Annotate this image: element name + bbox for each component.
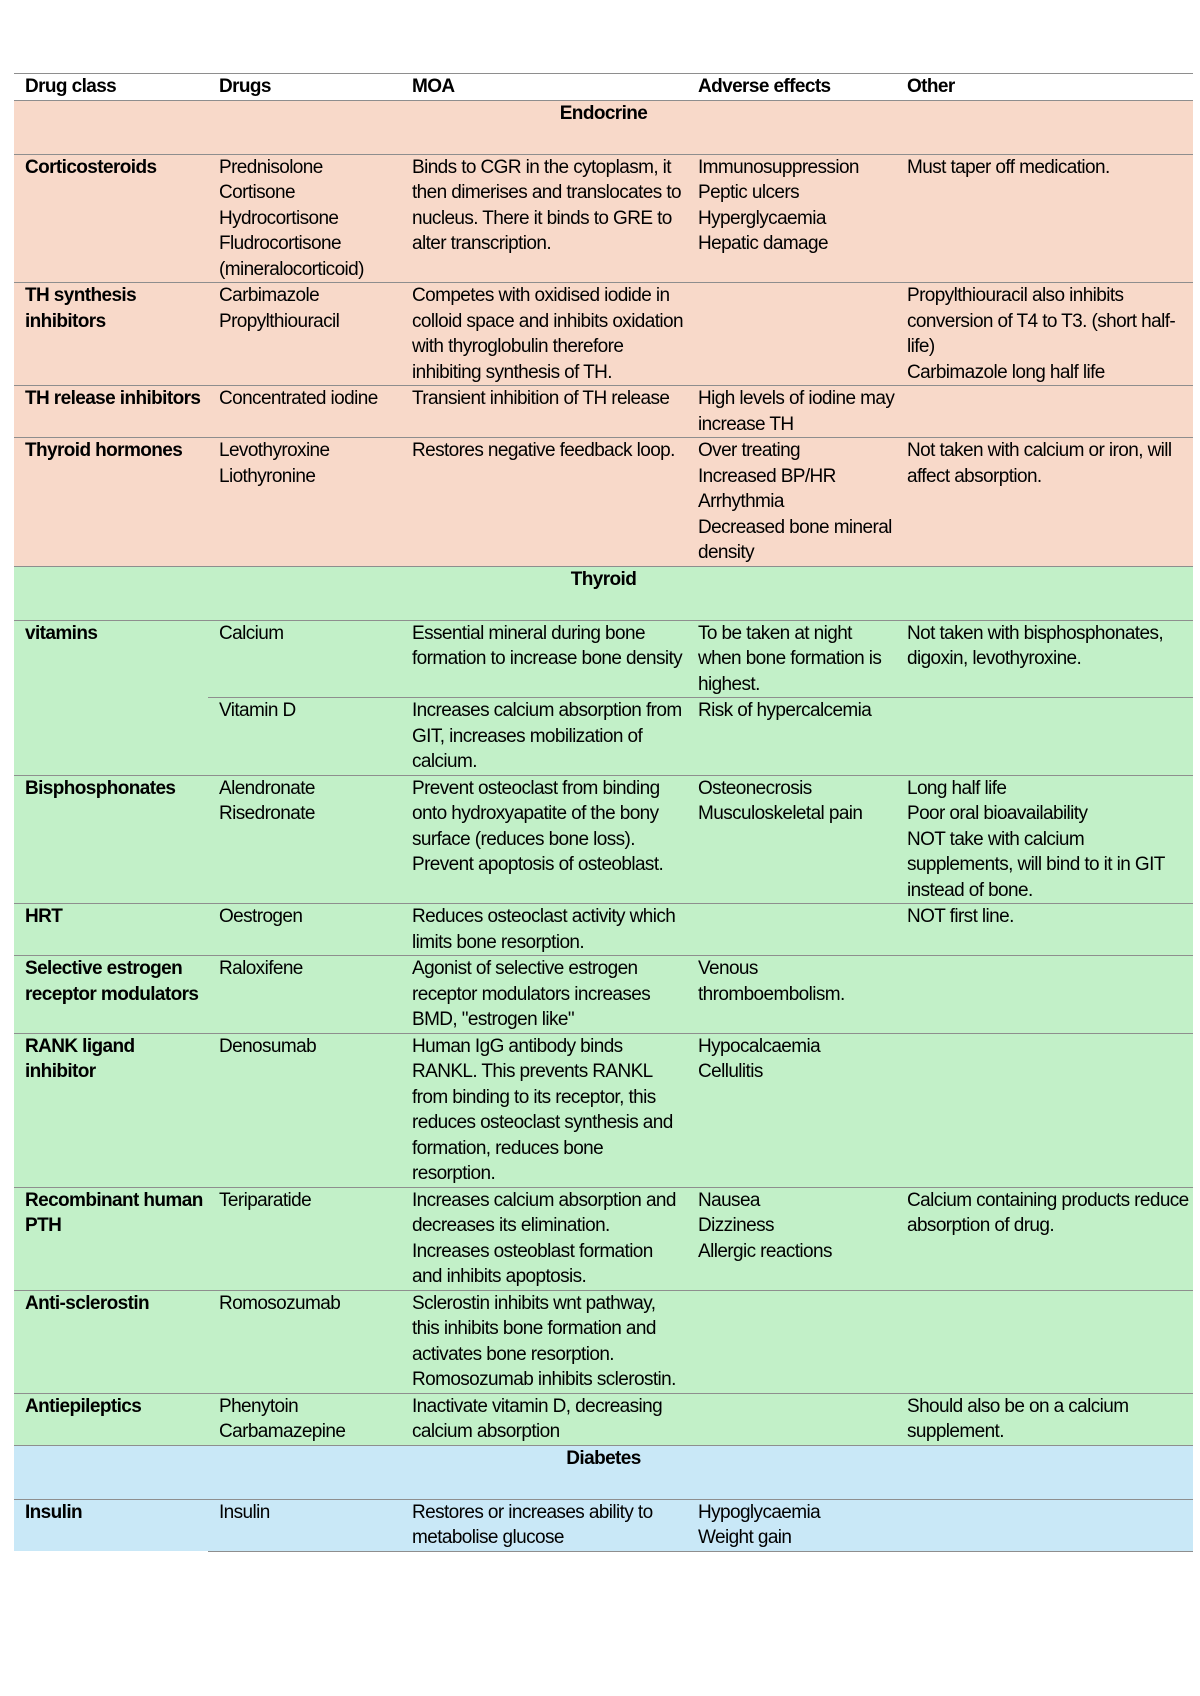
drugs-cell (208, 283, 401, 386)
cell-line: Hydrocortisone (219, 207, 339, 229)
cell-line: Fludrocortisone (mineralocorticoid) (219, 233, 364, 280)
cell-line: Oestrogen (219, 906, 303, 927)
other-cell (896, 775, 1193, 904)
moa-cell (401, 386, 687, 438)
cell-line: Hepatic damage (698, 233, 828, 254)
cell-line: Over treating (698, 440, 801, 461)
drugs-cell (208, 698, 401, 776)
cell-line: Restores or increases ability to metabolise glucose (412, 1501, 653, 1548)
drugs-cell (208, 904, 401, 956)
cell-line: Romosozumab (219, 1292, 341, 1314)
cell-line: Reduces osteoclast activity which limits bone resorption. (412, 906, 676, 953)
other-cell (896, 956, 1193, 1034)
cell-line: Teriparatide (219, 1189, 312, 1211)
moa-cell (401, 1499, 687, 1551)
cell-line: Not taken with bisphosphonates, digoxin, levothyroxine. (907, 622, 1164, 669)
cell-line: Cortisone (219, 182, 295, 203)
cell-line: Romosozumab inhibits sclerostin. (412, 1369, 676, 1390)
cell-line: Decreased bone mineral density (698, 516, 892, 563)
drug-class-cell: Bisphosphonates (14, 775, 208, 904)
moa-cell (401, 775, 687, 904)
drug-table (14, 73, 1193, 1552)
cell-line: Essential mineral during bone formation to increase bone density (412, 622, 683, 669)
adverse-effects-cell (687, 154, 896, 283)
cell-line: NOT take with calcium supplements, will bind to it in GIT instead of bone. (907, 828, 1165, 901)
other-cell (896, 154, 1193, 283)
table-row (14, 438, 1193, 567)
drug-class-cell: RANK ligand inhibitor (14, 1033, 208, 1187)
cell-line: Increased BP/HR (698, 465, 836, 487)
cell-line: Must taper off medication. (907, 156, 1110, 178)
moa-cell (401, 154, 687, 283)
cell-line: Hypoglycaemia (698, 1501, 821, 1523)
cell-line: Prevent osteoclast from binding onto hydroxyapatite of the bony surface (reduces bone loss). (412, 777, 660, 850)
cell-line: NOT first line. (907, 906, 1014, 927)
cell-line: Calcium (219, 622, 284, 644)
cell-line: Dizziness (698, 1215, 774, 1236)
drugs-cell (208, 1187, 401, 1290)
drug-class-cell: TH release inhibitors (14, 386, 208, 438)
other-cell (896, 1033, 1193, 1187)
drug-class-cell: Insulin (14, 1499, 208, 1551)
section-title: Diabetes (14, 1445, 1193, 1499)
section-title: Endocrine (14, 100, 1193, 154)
header-adverse-effects: Adverse effects (687, 74, 896, 101)
cell-line: Raloxifene (219, 958, 303, 979)
table-row (14, 904, 1193, 956)
moa-cell (401, 1290, 687, 1393)
moa-cell (401, 438, 687, 567)
cell-line: Immunosuppression (698, 156, 859, 178)
drug-class-cell: vitamins (14, 620, 208, 775)
drug-class-cell: TH synthesis inhibitors (14, 283, 208, 386)
table-row (14, 1033, 1193, 1187)
other-cell (896, 438, 1193, 567)
cell-line: Musculoskeletal pain (698, 803, 863, 824)
moa-cell (401, 1187, 687, 1290)
adverse-effects-cell (687, 1290, 896, 1393)
drugs-cell (208, 386, 401, 438)
cell-line: Poor oral bioavailability (907, 803, 1088, 824)
moa-cell (401, 698, 687, 776)
table-row (14, 620, 1193, 698)
drug-class-cell: Thyroid hormones (14, 438, 208, 567)
other-cell (896, 1290, 1193, 1393)
cell-line: Increases calcium absorption from GIT, increases mobilization of calcium. (412, 700, 682, 772)
header-drug-class: Drug class (14, 74, 208, 101)
drug-class-cell: Antiepileptics (14, 1393, 208, 1445)
cell-line: Peptic ulcers (698, 182, 799, 203)
drugs-cell (208, 154, 401, 283)
cell-line: Not taken with calcium or iron, will affect absorption. (907, 440, 1172, 487)
other-cell (896, 904, 1193, 956)
other-cell (896, 698, 1193, 776)
drugs-cell (208, 620, 401, 698)
cell-line: Propylthiouracil also inhibits conversion of T4 to T3. (short half-life) (907, 285, 1176, 357)
drug-class-cell: HRT (14, 904, 208, 956)
cell-line: Carbimazole long half life (907, 361, 1105, 383)
cell-line: Weight gain (698, 1527, 792, 1548)
cell-line: Risk of hypercalcemia (698, 700, 872, 721)
cell-line: Allergic reactions (698, 1240, 832, 1262)
other-cell (896, 283, 1193, 386)
cell-line: Calcium containing products reduce absorption of drug. (907, 1189, 1189, 1236)
table-row (14, 1187, 1193, 1290)
cell-line: Human IgG antibody binds RANKL. This prevents RANKL from binding to its receptor, this reduces osteoclast synthesis and formation, reduces bone resorption. (412, 1035, 673, 1184)
cell-line: Increases osteoblast formation and inhibits apoptosis. (412, 1240, 653, 1287)
moa-cell (401, 620, 687, 698)
adverse-effects-cell (687, 1499, 896, 1551)
cell-line: Carbamazepine (219, 1421, 346, 1442)
cell-line: Venous thromboembolism. (698, 958, 845, 1005)
cell-line: Phenytoin (219, 1395, 299, 1417)
other-cell (896, 1187, 1193, 1290)
drugs-cell (208, 775, 401, 904)
other-cell (896, 386, 1193, 438)
cell-line: Nausea (698, 1189, 760, 1211)
drugs-cell (208, 1033, 401, 1187)
adverse-effects-cell (687, 386, 896, 438)
adverse-effects-cell (687, 438, 896, 567)
cell-line: Competes with oxidised iodide in colloid space and inhibits oxidation with thyroglobulin therefore inhibiting synthesis of TH. (412, 285, 683, 383)
drugs-cell (208, 1499, 401, 1551)
cell-line: Concentrated iodine (219, 388, 378, 409)
cell-line: Should also be on a calcium supplement. (907, 1395, 1129, 1442)
moa-cell (401, 904, 687, 956)
cell-line: Osteonecrosis (698, 777, 812, 799)
adverse-effects-cell (687, 698, 896, 776)
table-row (14, 1393, 1193, 1445)
drugs-cell (208, 956, 401, 1034)
moa-cell (401, 956, 687, 1034)
adverse-effects-cell (687, 283, 896, 386)
table-row (14, 283, 1193, 386)
other-cell (896, 1499, 1193, 1551)
adverse-effects-cell (687, 904, 896, 956)
cell-line: Increases calcium absorption and decreases its elimination. (412, 1189, 676, 1236)
cell-line: Prednisolone (219, 156, 323, 178)
cell-line: Restores negative feedback loop. (412, 440, 675, 461)
drug-class-cell: Selective estrogen receptor modulators (14, 956, 208, 1034)
cell-line: Transient inhibition of TH release (412, 388, 670, 409)
drugs-cell (208, 438, 401, 567)
cell-line: Sclerostin inhibits wnt pathway, this inhibits bone formation and activates bone resorption. (412, 1292, 656, 1365)
moa-cell (401, 283, 687, 386)
section-header-row (14, 100, 1193, 154)
other-cell (896, 620, 1193, 698)
cell-line: Cellulitis (698, 1061, 763, 1082)
drug-class-cell: Anti-sclerostin (14, 1290, 208, 1393)
table-row (14, 386, 1193, 438)
adverse-effects-cell (687, 1393, 896, 1445)
table-row (14, 1290, 1193, 1393)
cell-line: Insulin (219, 1501, 270, 1523)
adverse-effects-cell (687, 620, 896, 698)
cell-line: Long half life (907, 777, 1007, 799)
header-moa: MOA (401, 74, 687, 101)
cell-line: Arrhythmia (698, 491, 784, 512)
cell-line: Risedronate (219, 803, 315, 824)
drug-class-cell: Recombinant human PTH (14, 1187, 208, 1290)
moa-cell (401, 1393, 687, 1445)
section-title: Thyroid (14, 566, 1193, 620)
cell-line: High levels of iodine may increase TH (698, 388, 895, 435)
adverse-effects-cell (687, 775, 896, 904)
table-row (14, 775, 1193, 904)
drugs-cell (208, 1393, 401, 1445)
drug-class-cell: Corticosteroids (14, 154, 208, 283)
header-row (14, 74, 1193, 101)
table-body (14, 100, 1193, 1551)
cell-line: Inactivate vitamin D, decreasing calcium absorption (412, 1395, 663, 1442)
cell-line: Agonist of selective estrogen receptor modulators increases BMD, "estrogen like" (412, 958, 651, 1030)
cell-line: Alendronate (219, 777, 315, 799)
cell-line: Propylthiouracil (219, 310, 340, 332)
cell-line: Denosumab (219, 1035, 317, 1057)
drugs-cell (208, 1290, 401, 1393)
section-header-row (14, 566, 1193, 620)
cell-line: Levothyroxine (219, 440, 330, 461)
cell-line: Vitamin D (219, 700, 296, 721)
table-row (14, 154, 1193, 283)
table-row (14, 1499, 1193, 1551)
adverse-effects-cell (687, 1187, 896, 1290)
table-row (14, 956, 1193, 1034)
cell-line: Prevent apoptosis of osteoblast. (412, 854, 664, 875)
section-header-row (14, 1445, 1193, 1499)
cell-line: Liothyronine (219, 465, 316, 487)
adverse-effects-cell (687, 956, 896, 1034)
header-drugs: Drugs (208, 74, 401, 101)
cell-line: Hypocalcaemia (698, 1035, 821, 1057)
cell-line: Binds to CGR in the cytoplasm, it then dimerises and translocates to nucleus. There it binds to GRE to alter transcription. (412, 156, 681, 254)
cell-line: Hyperglycaemia (698, 207, 826, 229)
other-cell (896, 1393, 1193, 1445)
cell-line: Carbimazole (219, 285, 320, 306)
adverse-effects-cell (687, 1033, 896, 1187)
cell-line: To be taken at night when bone formation is highest. (698, 622, 882, 695)
moa-cell (401, 1033, 687, 1187)
header-other: Other (896, 74, 1193, 101)
